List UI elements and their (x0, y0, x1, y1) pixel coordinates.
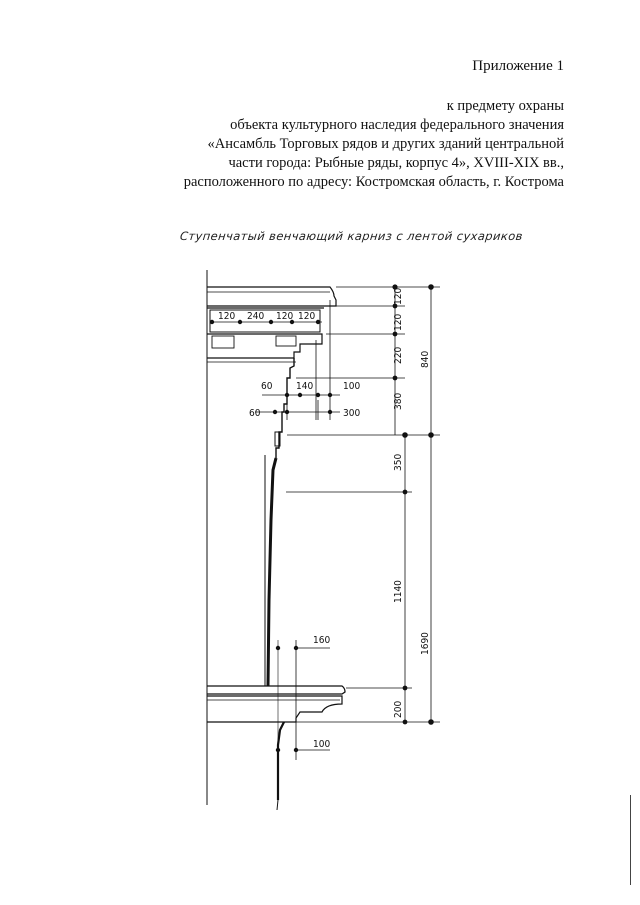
cornice-top-slab (207, 287, 336, 306)
dim-label: 120 (276, 311, 294, 322)
drawing-title: Ступенчатый венчающий карниз с лентой сухариков (179, 229, 524, 243)
dim-label: 120 (393, 287, 404, 305)
dim-label: 840 (420, 350, 431, 368)
dim-label: 220 (393, 346, 404, 364)
dim-label: 120 (298, 311, 316, 322)
dimension-lines (210, 285, 440, 760)
stepped-profile (276, 358, 294, 458)
dim-label: 100 (343, 381, 361, 392)
base-cornice-top (207, 686, 345, 694)
dim-label: 140 (296, 381, 314, 392)
header-line: «Ансамбль Торговых рядов и других зданий центральной (207, 136, 564, 152)
cornice-profile (207, 270, 345, 810)
dim-label: 200 (393, 700, 404, 718)
dim-label: 1690 (420, 632, 431, 655)
dim-label: 60 (249, 408, 261, 419)
dim-label: 240 (247, 311, 265, 322)
dim-label: 120 (393, 313, 404, 331)
dim-label: 160 (313, 635, 331, 646)
dim-label: 300 (343, 408, 361, 419)
header-line: расположенного по адресу: Костромская область, г. Кострома (183, 174, 564, 190)
scan-edge-mark (630, 795, 631, 885)
dimension-labels (218, 288, 431, 750)
header-line: части города: Рыбные ряды, корпус 4», XVIII-XIX вв., (228, 155, 564, 171)
dim-label: 100 (313, 739, 331, 750)
appendix-number: Приложение 1 (472, 58, 564, 74)
header-line: к предмету охраны (446, 98, 564, 114)
dim-label: 1140 (393, 580, 404, 603)
dim-label: 60 (261, 381, 273, 392)
pilaster-line (268, 458, 276, 686)
lower-wall-line (278, 722, 284, 800)
dim-label: 120 (218, 311, 236, 322)
dim-label: 350 (393, 453, 404, 471)
dim-label: 380 (393, 392, 404, 410)
cornice-lower-steps (207, 334, 322, 358)
header-line: объекта культурного наследия федерального значения (230, 117, 564, 133)
